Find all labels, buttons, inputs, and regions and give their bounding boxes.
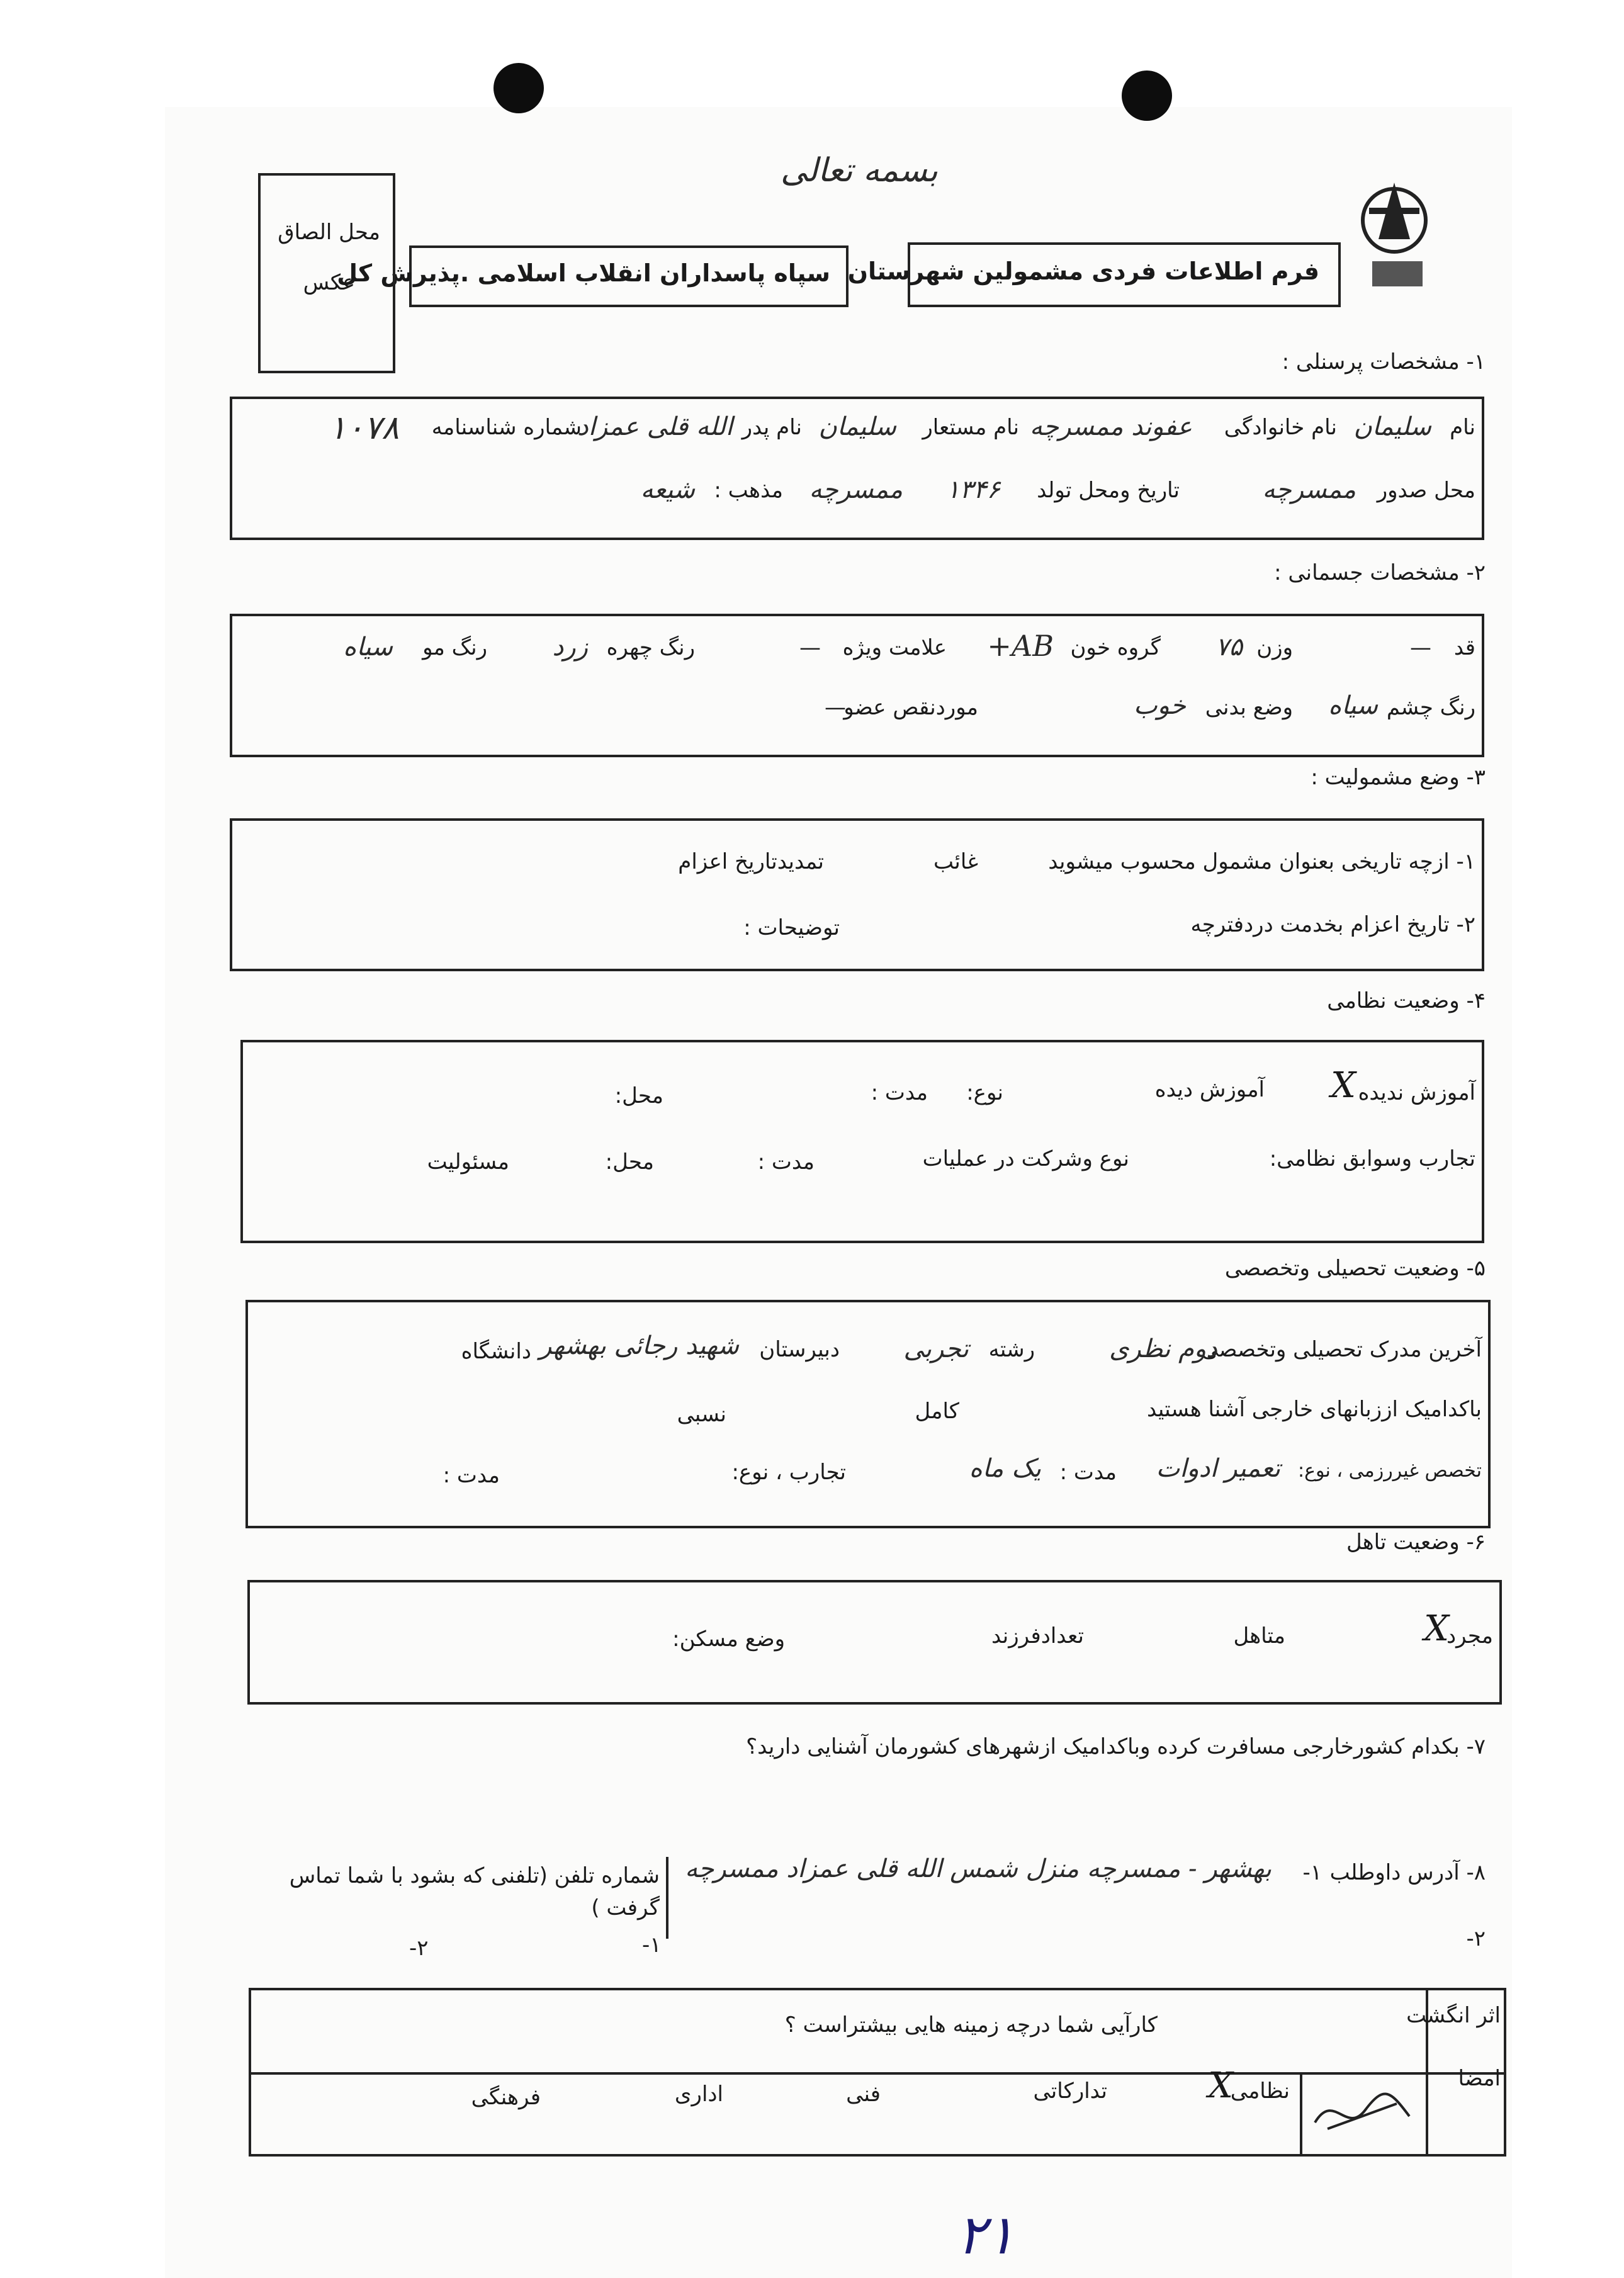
label-exp-place: محل: (605, 1149, 654, 1175)
section3-title: ۳- وضع مشمولیت : (1311, 765, 1486, 790)
label-operations: نوع وشرکت در عملیات (922, 1146, 1129, 1171)
label-notes: توضیحات : (743, 915, 840, 940)
section7-title: ۷- بکدام کشورخارجی مسافرت کرده وباکدامیک ازشهرهای کشورمان آشنایی دارید؟ (746, 1734, 1486, 1759)
label-absent: غائب (933, 849, 978, 874)
label-defect: موردنقص عضو (843, 695, 978, 720)
option-technical: فنی (846, 2082, 881, 2107)
section4-box (240, 1040, 1484, 1243)
section6-title: ۶- وضعیت تاهل (1346, 1530, 1486, 1555)
address-item-2: ۲- (1466, 1926, 1486, 1951)
value-hair-color: سیاه (343, 633, 393, 662)
label-training-duration: مدت : (871, 1080, 928, 1105)
section4-title: ۴- وضعیت نظامی (1327, 988, 1486, 1013)
label-training-type: نوع: (966, 1080, 1003, 1105)
mark-single: X (1424, 1608, 1449, 1649)
photo-label: محل الصاق (278, 220, 380, 245)
section6-box (247, 1580, 1502, 1705)
label-experience-type: تجارب ، نوع: (731, 1460, 846, 1485)
label-id: شماره شناسنامه (431, 415, 582, 440)
punch-hole-right (1122, 70, 1172, 121)
section2-box (230, 614, 1484, 757)
section1-title: ۱- مشخصات پرسنلی : (1282, 349, 1486, 375)
emblem-icon (1360, 170, 1435, 315)
phone-item-2: ۲- (409, 1936, 429, 1961)
label-school: دبیرستان (759, 1337, 840, 1362)
label-exp-duration: مدت : (757, 1149, 815, 1175)
label-body: وضع بدنی (1205, 695, 1293, 720)
label-signature: امضا (1458, 2066, 1501, 2091)
label-responsibility: مسئولیت (427, 1149, 509, 1175)
value-birth-year: ۱۳۴۶ (946, 475, 1000, 504)
footer-box (249, 1988, 1506, 2157)
value-face-color: زرد (552, 633, 588, 662)
value-name: سلیمان (1353, 412, 1431, 441)
signature-image (1309, 2078, 1416, 2141)
label-extend-dispatch: تمدیدتاریخ اعزام (678, 849, 824, 874)
option-cultural: فرهنگی (471, 2085, 541, 2110)
label-trained: آموزش دیده (1154, 1077, 1265, 1102)
label-efficiency-question: کارآیی شما درچه زمینه هایی بیشتراست ؟ (784, 2012, 1158, 2038)
label-lang-partial: نسبی (677, 1402, 726, 1427)
label-height: قد (1453, 635, 1475, 660)
value-family: عفوند ممسرچه (1029, 412, 1192, 441)
value-issue-place: ممسرچه (1262, 475, 1356, 504)
label-degree: آخرین مدرک تحصیلی وتخصصی (1201, 1337, 1482, 1362)
org-title: سپاه پاسداران انقلاب اسلامی .پذیرش کل (337, 259, 830, 287)
photo-label-2: عکس (303, 270, 355, 295)
value-religion: شیعه (640, 475, 695, 504)
option-admin: اداری (674, 2082, 723, 2107)
section2-title: ۲- مشخصات جسمانی : (1274, 560, 1486, 585)
label-thumbprint: اثر انگشت (1406, 2003, 1501, 2028)
value-height: — (1410, 635, 1431, 660)
org-title-box (337, 245, 849, 307)
value-alias: سلیمان (818, 412, 896, 441)
irgc-emblem (1360, 170, 1435, 315)
address-divider (666, 1857, 668, 1939)
label-birth: تاریخ ومحل تولد (1037, 478, 1180, 503)
section5-box (245, 1300, 1491, 1528)
value-id: ۱۰۷۸ (329, 409, 399, 447)
basmala: بسمه تعالی (781, 152, 938, 189)
label-field: رشته (988, 1337, 1035, 1362)
section1-box (230, 397, 1484, 540)
label-children: تعدادفرزند (991, 1623, 1084, 1649)
value-school: شهید رجائی بهشهر (539, 1331, 739, 1360)
value-address: بهشهر - ممسرچه منزل شمس الله قلی عمزاد ممسرچه (685, 1854, 1272, 1883)
value-birth-place: ممسرچه (809, 475, 903, 504)
value-weight: ۷۵ (1215, 633, 1243, 662)
value-eye-color: سیاه (1328, 691, 1378, 720)
label-religion: مذهب : (714, 478, 783, 503)
label-face-color: رنگ چهره (606, 635, 695, 660)
label-blood: گروه خون (1070, 635, 1161, 660)
label-family: نام خانوادگی (1224, 415, 1337, 440)
value-body: خوب (1133, 691, 1186, 720)
option-logistics: تدارکاتی (1033, 2078, 1107, 2104)
section5-title: ۵- وضعیت تحصیلی وتخصصی (1224, 1256, 1486, 1281)
label-skill-duration: مدت : (1059, 1460, 1117, 1485)
value-defect: — (825, 695, 846, 720)
label-conscript-from: ۱- ازچه تاریخی بعنوان مشمول محسوب میشوید (1048, 849, 1475, 874)
page-number: ۲۱ (957, 2204, 1015, 2267)
label-name: نام (1450, 415, 1475, 440)
label-experience-duration: مدت : (443, 1463, 500, 1488)
label-university: دانشگاه (461, 1339, 531, 1364)
value-father: الله قلی عمزاد (577, 412, 733, 441)
label-languages: باکدامیک اززبانهای خارجی آشنا هستید (1147, 1397, 1482, 1422)
label-not-trained: آموزش ندیده (1358, 1080, 1475, 1105)
label-married: متاهل (1233, 1623, 1285, 1649)
label-military-experience: تجارب وسوابق نظامی: (1269, 1146, 1475, 1171)
value-nonmilitary-skill: تعمیر ادوات (1156, 1454, 1280, 1483)
label-eye-color: رنگ چشم (1386, 695, 1475, 720)
label-lang-full: کامل (915, 1399, 959, 1424)
value-skill-duration: یک ماه (969, 1454, 1041, 1483)
label-hair-color: رنگ مو (422, 635, 487, 660)
punch-hole-left (493, 63, 544, 113)
address-item-1: ۱- (1302, 1860, 1322, 1885)
footer-sign-divider (1300, 2072, 1302, 2154)
value-special-mark: — (799, 635, 821, 660)
value-blood: AB+ (987, 629, 1054, 663)
label-issue-place: محل صدور (1377, 478, 1475, 503)
label-housing: وضع مسکن: (672, 1627, 785, 1652)
label-phone: شماره تلفن (تلفنی که بشود با شما تماس گرفت ) (289, 1863, 660, 1920)
section3-box (230, 818, 1484, 971)
photo-box (258, 173, 395, 373)
label-father: نام پدر (742, 415, 802, 440)
form-title: فرم اطلاعات فردی مشمولین شهرستان (847, 257, 1319, 285)
label-address: ۸- آدرس داوطلب (1329, 1860, 1486, 1885)
option-military: نظامی (1230, 2078, 1290, 2104)
label-nonmilitary-skill: تخصص غیررزمی ، نوع: (1298, 1460, 1482, 1482)
value-field: تجربی (903, 1334, 969, 1363)
mark-not-trained: X (1331, 1065, 1356, 1106)
label-single: مجرد (1446, 1623, 1493, 1649)
value-degree: دوم نظری (1109, 1334, 1217, 1363)
label-alias: نام مستعار (922, 415, 1019, 440)
label-training-place: محل: (614, 1083, 663, 1108)
form-title-box (847, 242, 1341, 307)
label-weight: وزن (1256, 635, 1293, 660)
mark-military: X (1208, 2065, 1233, 2106)
label-dispatch-date: ۲- تاریخ اعزام بخدمت دردفترچه (1190, 912, 1475, 937)
footer-row-divider (251, 2072, 1425, 2075)
label-special-mark: علامت ویژه (842, 635, 947, 660)
phone-item-1: ۱- (642, 1932, 662, 1958)
